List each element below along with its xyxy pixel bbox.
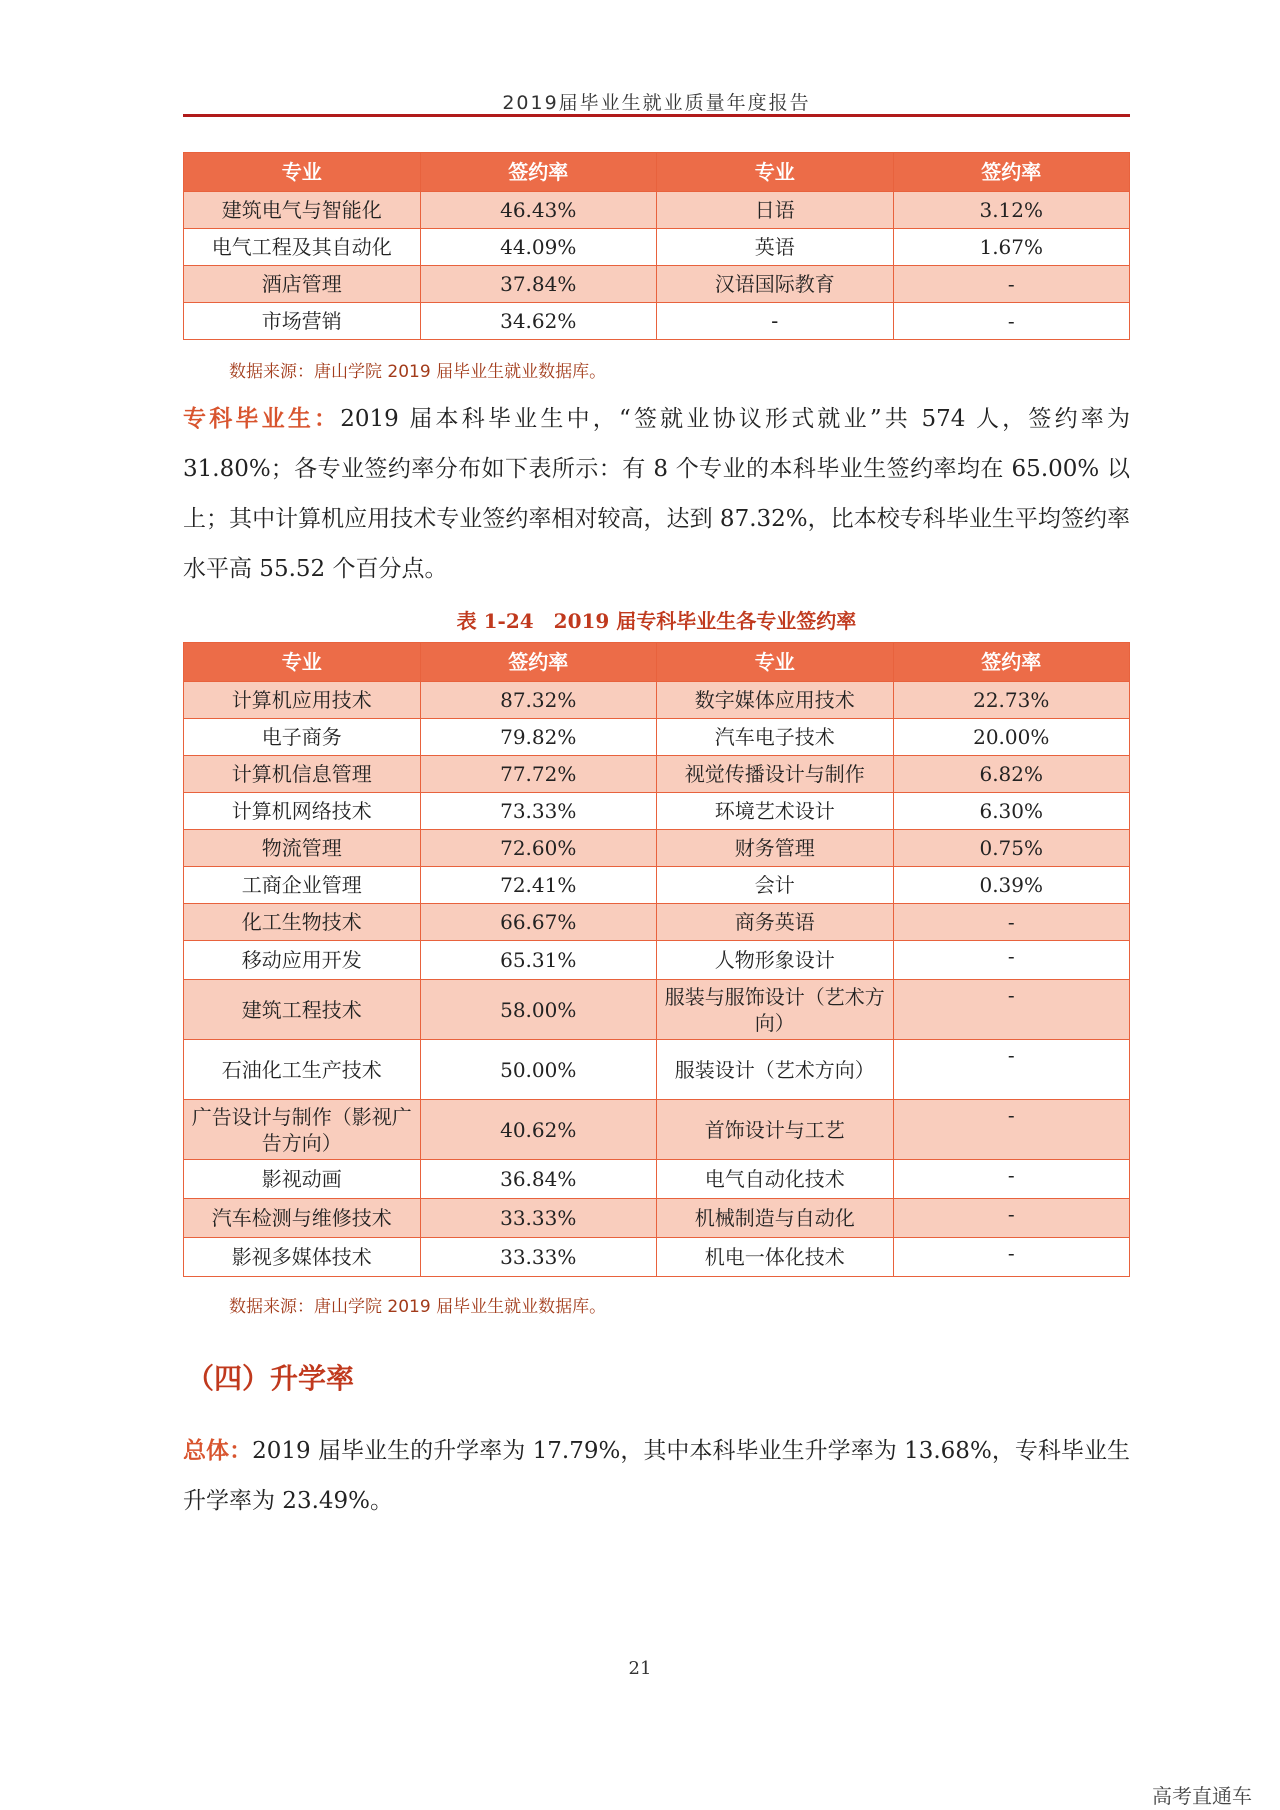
rate-cell: 0.75%: [893, 830, 1130, 867]
watermark: 高考直通车: [1152, 1784, 1252, 1808]
col-header-rate: 签约率: [420, 153, 657, 192]
major-cell: 日语: [657, 192, 894, 229]
rate-cell: 73.33%: [420, 793, 657, 830]
col-header-major: 专业: [184, 643, 421, 682]
major-cell: 视觉传播设计与制作: [657, 756, 894, 793]
rate-cell: -: [893, 980, 1130, 1040]
major-cell: 汽车检测与维修技术: [184, 1199, 421, 1238]
rate-cell: 66.67%: [420, 904, 657, 941]
major-cell: 电气自动化技术: [657, 1160, 894, 1199]
header-rule: [183, 114, 1130, 117]
rate-cell: 6.82%: [893, 756, 1130, 793]
rate-cell: 79.82%: [420, 719, 657, 756]
paragraph-lead: 专科毕业生：: [183, 406, 341, 432]
major-cell: 英语: [657, 229, 894, 266]
col-header-major: 专业: [184, 153, 421, 192]
rate-cell: 6.30%: [893, 793, 1130, 830]
page-number: 21: [628, 1658, 652, 1679]
major-cell: 服装与服饰设计（艺术方向）: [657, 980, 894, 1040]
rate-cell: -: [893, 1100, 1130, 1160]
major-cell: 酒店管理: [184, 266, 421, 303]
major-cell: 数字媒体应用技术: [657, 682, 894, 719]
major-cell: 汉语国际教育: [657, 266, 894, 303]
table-row: [184, 303, 1130, 340]
page-header: 2019届毕业生就业质量年度报告: [502, 92, 811, 114]
major-cell: 移动应用开发: [184, 941, 421, 980]
major-cell: 汽车电子技术: [657, 719, 894, 756]
major-cell: 工商企业管理: [184, 867, 421, 904]
table-row: [184, 229, 1130, 266]
table-row: [184, 867, 1130, 904]
table-row: [184, 1100, 1130, 1160]
table-row: [184, 941, 1130, 980]
table-caption: 表 1-24 2019 届专科毕业生各专业签约率: [456, 609, 857, 633]
major-cell: 首饰设计与工艺: [657, 1100, 894, 1160]
table-row: [184, 904, 1130, 941]
major-cell: 机电一体化技术: [657, 1238, 894, 1277]
data-source-note: 数据来源：唐山学院 2019 届毕业生就业数据库。: [229, 1297, 607, 1317]
table-row: [184, 719, 1130, 756]
table-row: [184, 1160, 1130, 1199]
major-cell: 服装设计（艺术方向）: [657, 1040, 894, 1100]
major-cell: -: [657, 303, 894, 340]
table-row: [184, 756, 1130, 793]
table-row: [184, 192, 1130, 229]
rate-cell: 22.73%: [893, 682, 1130, 719]
rate-cell: 20.00%: [893, 719, 1130, 756]
overall-paragraph: [183, 1426, 1130, 1526]
paragraph-lead: 总体：: [183, 1438, 253, 1464]
rate-cell: 40.62%: [420, 1100, 657, 1160]
rate-cell: 46.43%: [420, 192, 657, 229]
table-row: [184, 793, 1130, 830]
rate-cell: 0.39%: [893, 867, 1130, 904]
rate-cell: -: [893, 1160, 1130, 1199]
rate-cell: 65.31%: [420, 941, 657, 980]
rate-cell: 33.33%: [420, 1199, 657, 1238]
table-header-row: [184, 153, 1130, 192]
rate-cell: -: [893, 1238, 1130, 1277]
major-cell: 机械制造与自动化: [657, 1199, 894, 1238]
rate-cell: 77.72%: [420, 756, 657, 793]
table-row: [184, 266, 1130, 303]
rate-cell: 34.62%: [420, 303, 657, 340]
table-row: [184, 682, 1130, 719]
major-cell: 环境艺术设计: [657, 793, 894, 830]
major-cell: 广告设计与制作（影视广告方向）: [184, 1100, 421, 1160]
col-header-major: 专业: [657, 153, 894, 192]
table-row: [184, 1238, 1130, 1277]
major-cell: 电气工程及其自动化: [184, 229, 421, 266]
table-row: [184, 1040, 1130, 1100]
col-header-rate: 签约率: [893, 643, 1130, 682]
rate-cell: -: [893, 904, 1130, 941]
paragraph-text: 2019 届毕业生的升学率为 17.79%，其中本科毕业生升学率为 13.68%，专科毕业生升学率为 23.49%。: [183, 1438, 1130, 1514]
section-title: （四）升学率: [186, 1362, 355, 1395]
major-cell: 电子商务: [184, 719, 421, 756]
table-row: [184, 830, 1130, 867]
major-cell: 财务管理: [657, 830, 894, 867]
major-cell: 石油化工生产技术: [184, 1040, 421, 1100]
rate-cell: 72.41%: [420, 867, 657, 904]
rate-cell: -: [893, 1040, 1130, 1100]
col-header-major: 专业: [657, 643, 894, 682]
major-cell: 建筑工程技术: [184, 980, 421, 1040]
rate-cell: 50.00%: [420, 1040, 657, 1100]
major-cell: 计算机应用技术: [184, 682, 421, 719]
rate-cell: -: [893, 941, 1130, 980]
data-source-note: 数据来源：唐山学院 2019 届毕业生就业数据库。: [229, 362, 607, 382]
major-cell: 人物形象设计: [657, 941, 894, 980]
major-cell: 影视动画: [184, 1160, 421, 1199]
major-cell: 会计: [657, 867, 894, 904]
rate-cell: 33.33%: [420, 1238, 657, 1277]
rate-cell: 1.67%: [893, 229, 1130, 266]
major-cell: 建筑电气与智能化: [184, 192, 421, 229]
rate-cell: 72.60%: [420, 830, 657, 867]
major-cell: 物流管理: [184, 830, 421, 867]
rate-cell: 37.84%: [420, 266, 657, 303]
rate-cell: -: [893, 266, 1130, 303]
col-header-rate: 签约率: [420, 643, 657, 682]
rate-cell: 36.84%: [420, 1160, 657, 1199]
paragraph-text: 2019 届本科毕业生中，“签就业协议形式就业”共 574 人，签约率为 31.80%；各专业签约率分布如下表所示：有 8 个专业的本科毕业生签约率均在 65.00% 以上；其中计算机应用技术专业签约率相对较高，达到 87.32%，比本校专科毕业生平均签约率水平高 55.52 个百分点。: [183, 406, 1131, 582]
rate-cell: -: [893, 303, 1130, 340]
rate-cell: -: [893, 1199, 1130, 1238]
table-row: [184, 1199, 1130, 1238]
major-cell: 化工生物技术: [184, 904, 421, 941]
major-cell: 计算机网络技术: [184, 793, 421, 830]
rate-cell: 44.09%: [420, 229, 657, 266]
table-row: [184, 980, 1130, 1040]
vocational-graduates-paragraph: [183, 394, 1130, 594]
major-contract-rate-table-vocational: [183, 642, 1130, 1277]
major-cell: 商务英语: [657, 904, 894, 941]
major-cell: 计算机信息管理: [184, 756, 421, 793]
major-cell: 影视多媒体技术: [184, 1238, 421, 1277]
major-contract-rate-table-undergrad: [183, 152, 1130, 340]
table-header-row: [184, 643, 1130, 682]
major-cell: 市场营销: [184, 303, 421, 340]
col-header-rate: 签约率: [893, 153, 1130, 192]
rate-cell: 58.00%: [420, 980, 657, 1040]
rate-cell: 3.12%: [893, 192, 1130, 229]
rate-cell: 87.32%: [420, 682, 657, 719]
